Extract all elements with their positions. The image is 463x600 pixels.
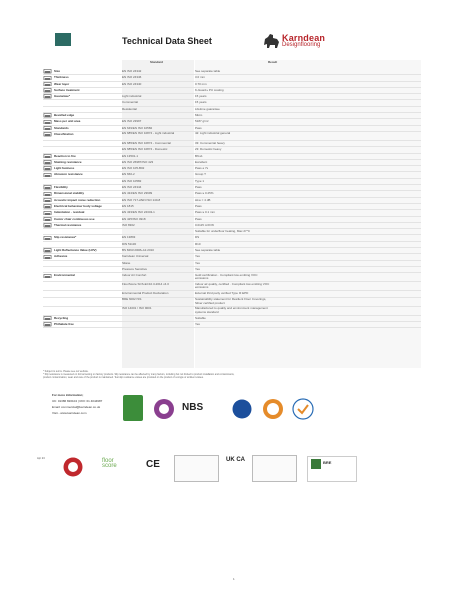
row-result: Indoor air quality, certified · Compliant low emitting VOC emissions [195,281,270,290]
contact-phone: UK: 01386 820104 | ROI: 01 4044987 [52,399,103,403]
row-result: External third party verified Type III EPD [195,291,249,296]
row-icon [43,255,52,260]
row-label: Electrical behaviour body voltage [54,203,102,208]
contact-heading: For more information; [52,393,84,397]
nbs-logo-text: NBS [182,402,204,413]
row-result: Pass [195,203,202,208]
row-result: 15 years [195,100,207,105]
row-label: Reaction to fire [54,153,76,158]
row-standard: EN ISO 10582 [122,178,142,183]
row-icon [43,223,52,228]
row-standard: EN 685/EN ISO 10874 - Commercial [122,140,171,145]
row-result: Yes [195,260,200,265]
row-result: R10 [195,241,201,246]
row-result: 33: Commercial heavy [195,140,225,145]
row-label: Classification [54,131,74,136]
row-result: 0.70 mm [195,81,207,86]
row-standard: EN 649/EN ISO 10582 [122,125,153,130]
table-row [43,132,421,141]
brand-name: Karndean [282,33,326,43]
row-label: Mass per unit area [54,119,81,124]
row-result: DS [195,235,200,240]
row-icon [43,248,52,253]
contact-email[interactable]: Email: commercial@karndean.co.uk [52,405,101,409]
row-label: Adhesive [54,254,68,259]
row-icon [43,236,52,241]
bre-certificate [307,456,357,482]
row-result: Suitable [195,315,206,320]
row-label: Abrasion resistance [54,172,83,177]
row-standard: EN 13893 [122,235,136,240]
row-label: Light fastness [54,166,75,171]
row-result: Pass ≥ 7s [195,166,209,171]
ce-declaration-label [174,455,219,482]
row-label: Dimensional stability [54,191,85,196]
row-result: Micro [195,113,203,118]
row-standard: Environmental Product Declaration [122,291,169,296]
row-standard: EN ISO 26987/ISO 423 [122,159,154,164]
row-icon [43,120,52,125]
row-standard: Pressure Sensitive [122,266,148,271]
ukca-declaration-label [252,455,297,482]
row-standard: EN 685/EN ISO 10874 - Domestic [122,147,168,152]
row-icon [43,94,52,99]
row-standard: ISO 14001 / ISO 9001 [122,306,152,310]
row-result: Gold certification · Compliant low emitting VOC emissions [195,272,258,281]
brand-subtitle: Designflooring [282,42,321,48]
row-result: Lifetime guarantee [195,106,220,111]
row-standard: FloorScore SCS-EC10.3-2014 v4.0 [122,281,169,286]
row-label: Wear layer [54,81,70,86]
footnote-2: * Slip resistance is measured on formal testing on factory products. Slip resistance can be affected by many factors, including but not limited to product installation and contaminants, [43,373,235,377]
row-label: Standards [54,125,69,130]
row-result: K-Guard+ PU coating [195,87,224,92]
row-standard: BRE 6002 ISS [122,297,142,301]
iso-badge-icon [292,398,314,420]
row-label: Acoustic impact noise reduction [54,197,101,202]
row-standard: EN 685/EN ISO 10874 - Light industrial [122,131,175,136]
row-icon [43,217,52,222]
column-header-standard: Standard [150,60,164,64]
row-standard: EN 425/ISO 4918 [122,216,146,221]
row-icon [43,154,52,159]
row-standard: EN ISO 717-2/EN ISO 140-8 [122,197,161,202]
row-icon [43,192,52,197]
row-icon [43,274,52,279]
row-standard: Residential [122,106,137,111]
row-label: Castor chair continuous use [54,216,95,221]
footnote-3: product contamination, wear and care of the product is maintained. Test slip resistance values are provided on the product of a single or ambient values. [43,376,204,380]
nbs-logo [182,402,203,413]
row-result: Pass ≤ 0.25% [195,191,214,196]
table-row [43,307,421,316]
row-standard: EN ISO 24342 [122,69,142,73]
karndean-logo [262,33,372,49]
row-icon [43,160,52,165]
row-standard: Light industrial [122,94,142,99]
footnote-1: * Subject to terms. Please see our website. [43,370,89,373]
row-standard: EN ISO 24340 [122,81,142,86]
row-standard: Karndean Universal [122,254,149,259]
floorscore-logo: floor score [102,458,117,469]
indoor-air-comfort-icon [153,398,175,420]
row-result: Suitable for underfloor heating, Max 27°C [195,229,251,234]
row-standard: DIN 51130 [122,241,137,246]
row-label: Flexibility [54,185,68,190]
row-result: 0.0115 m²K/W [195,222,214,227]
row-icon [43,185,52,190]
bre-logo-icon [311,459,321,469]
row-label: Slip resistance* [54,235,77,240]
row-standard: Silane [122,260,131,265]
row-label: Bevelled edge [54,113,75,118]
row-standard: EN ISO 24346 [122,75,142,80]
row-standard: EN ISO 24344 [122,185,142,190]
row-standard: Indoor Air Comfort [122,272,147,277]
row-label: Staining resistance [54,159,82,164]
row-icon [43,173,52,178]
row-label: Thickness [54,75,69,80]
row-label: Indentation - residual [54,210,85,215]
row-icon [43,166,52,171]
row-result: See separate table [195,248,221,253]
footnotes [43,370,421,380]
table-row [43,322,421,328]
row-icon [43,76,52,81]
dog-logo-icon [262,33,280,49]
row-standard: EN ISO 105-B02 [122,166,145,171]
row-standard: EN ISO 23997 [122,119,142,124]
table-row [43,282,421,291]
row-result: Sustainability statement for Resilient Floor Coverings, Silver certified product [195,297,267,305]
row-standard: EN 1815 [122,203,134,208]
row-icon [43,316,52,321]
ukca-mark: UK CA [226,457,245,463]
row-result: ΔLw = 4 dB [195,197,211,202]
row-standard: BS 8493:2008+A1:2010 [122,248,154,253]
row-icon [43,82,52,87]
certified-badge-icon [123,395,143,421]
row-result: 15 years [195,94,207,99]
row-result: Pass [195,216,202,221]
code-left: Apr 23 [37,457,45,460]
row-label: Size [54,69,61,73]
row-label: Thermal resistance [54,222,82,227]
row-result: Group T [195,172,206,177]
row-icon [43,126,52,131]
row-label: Light Reflectance Value (LRV) [54,248,97,253]
row-icon [43,69,52,74]
row-result: 42: Light industrial general [195,131,231,136]
row-standard: ISO 8302 [122,222,135,227]
seal-icon [63,457,83,477]
row-icon [43,322,52,327]
row-result: Yes [195,254,200,259]
table-row [43,273,421,282]
row-label: Guarantee* [54,94,71,99]
row-result: Pass ≤ 0.1 mm [195,210,215,215]
row-result: Yes [195,321,200,326]
column-header-result: Result [268,60,278,64]
row-result: Bfl-s1 [195,153,203,158]
row-standard: EN 660-2 [122,172,135,177]
row-standard: EN 434/EN ISO 23999 [122,191,153,196]
row-result: 3.0 mm [195,75,206,80]
row-result: Excellent [195,159,208,164]
row-result: Type 1 [195,178,205,183]
row-label: Surface treatment [54,87,80,92]
nsf-badge-icon [232,398,252,420]
row-result: 5187 g/m² [195,119,209,124]
row-standard: Commercial [122,100,139,105]
row-label: Recycling [54,315,69,320]
contact-info [52,392,102,416]
row-result: Pass [195,185,202,190]
row-result: 23: Domestic heavy [195,147,222,152]
row-icon [43,132,52,137]
row-label: Environmental [54,273,75,278]
row-standard: EN 13501-1 [122,153,139,158]
row-result: See separate table [195,69,221,73]
contact-web[interactable]: Visit - www.karndean.com [52,411,87,415]
row-icon [43,113,52,118]
page-title: Technical Data Sheet [122,36,212,46]
row-icon [43,88,52,93]
row-result: Pass [195,125,202,130]
row-result: Manufactured to quality and environment management systems standard [195,306,268,314]
page-number: 1 [233,577,235,581]
row-result: Yes [195,266,200,271]
row-icon [43,211,52,216]
row-icon [43,204,52,209]
verified-badge-icon [262,398,284,420]
bre-label: BRE [323,460,332,465]
spec-table [43,69,421,328]
row-icon [43,198,52,203]
brand-logo-square [55,33,71,46]
row-label: Phthalate free [54,321,74,326]
row-standard: EN 433/EN ISO 24343-1 [122,210,155,215]
ce-mark: CE [146,459,160,470]
